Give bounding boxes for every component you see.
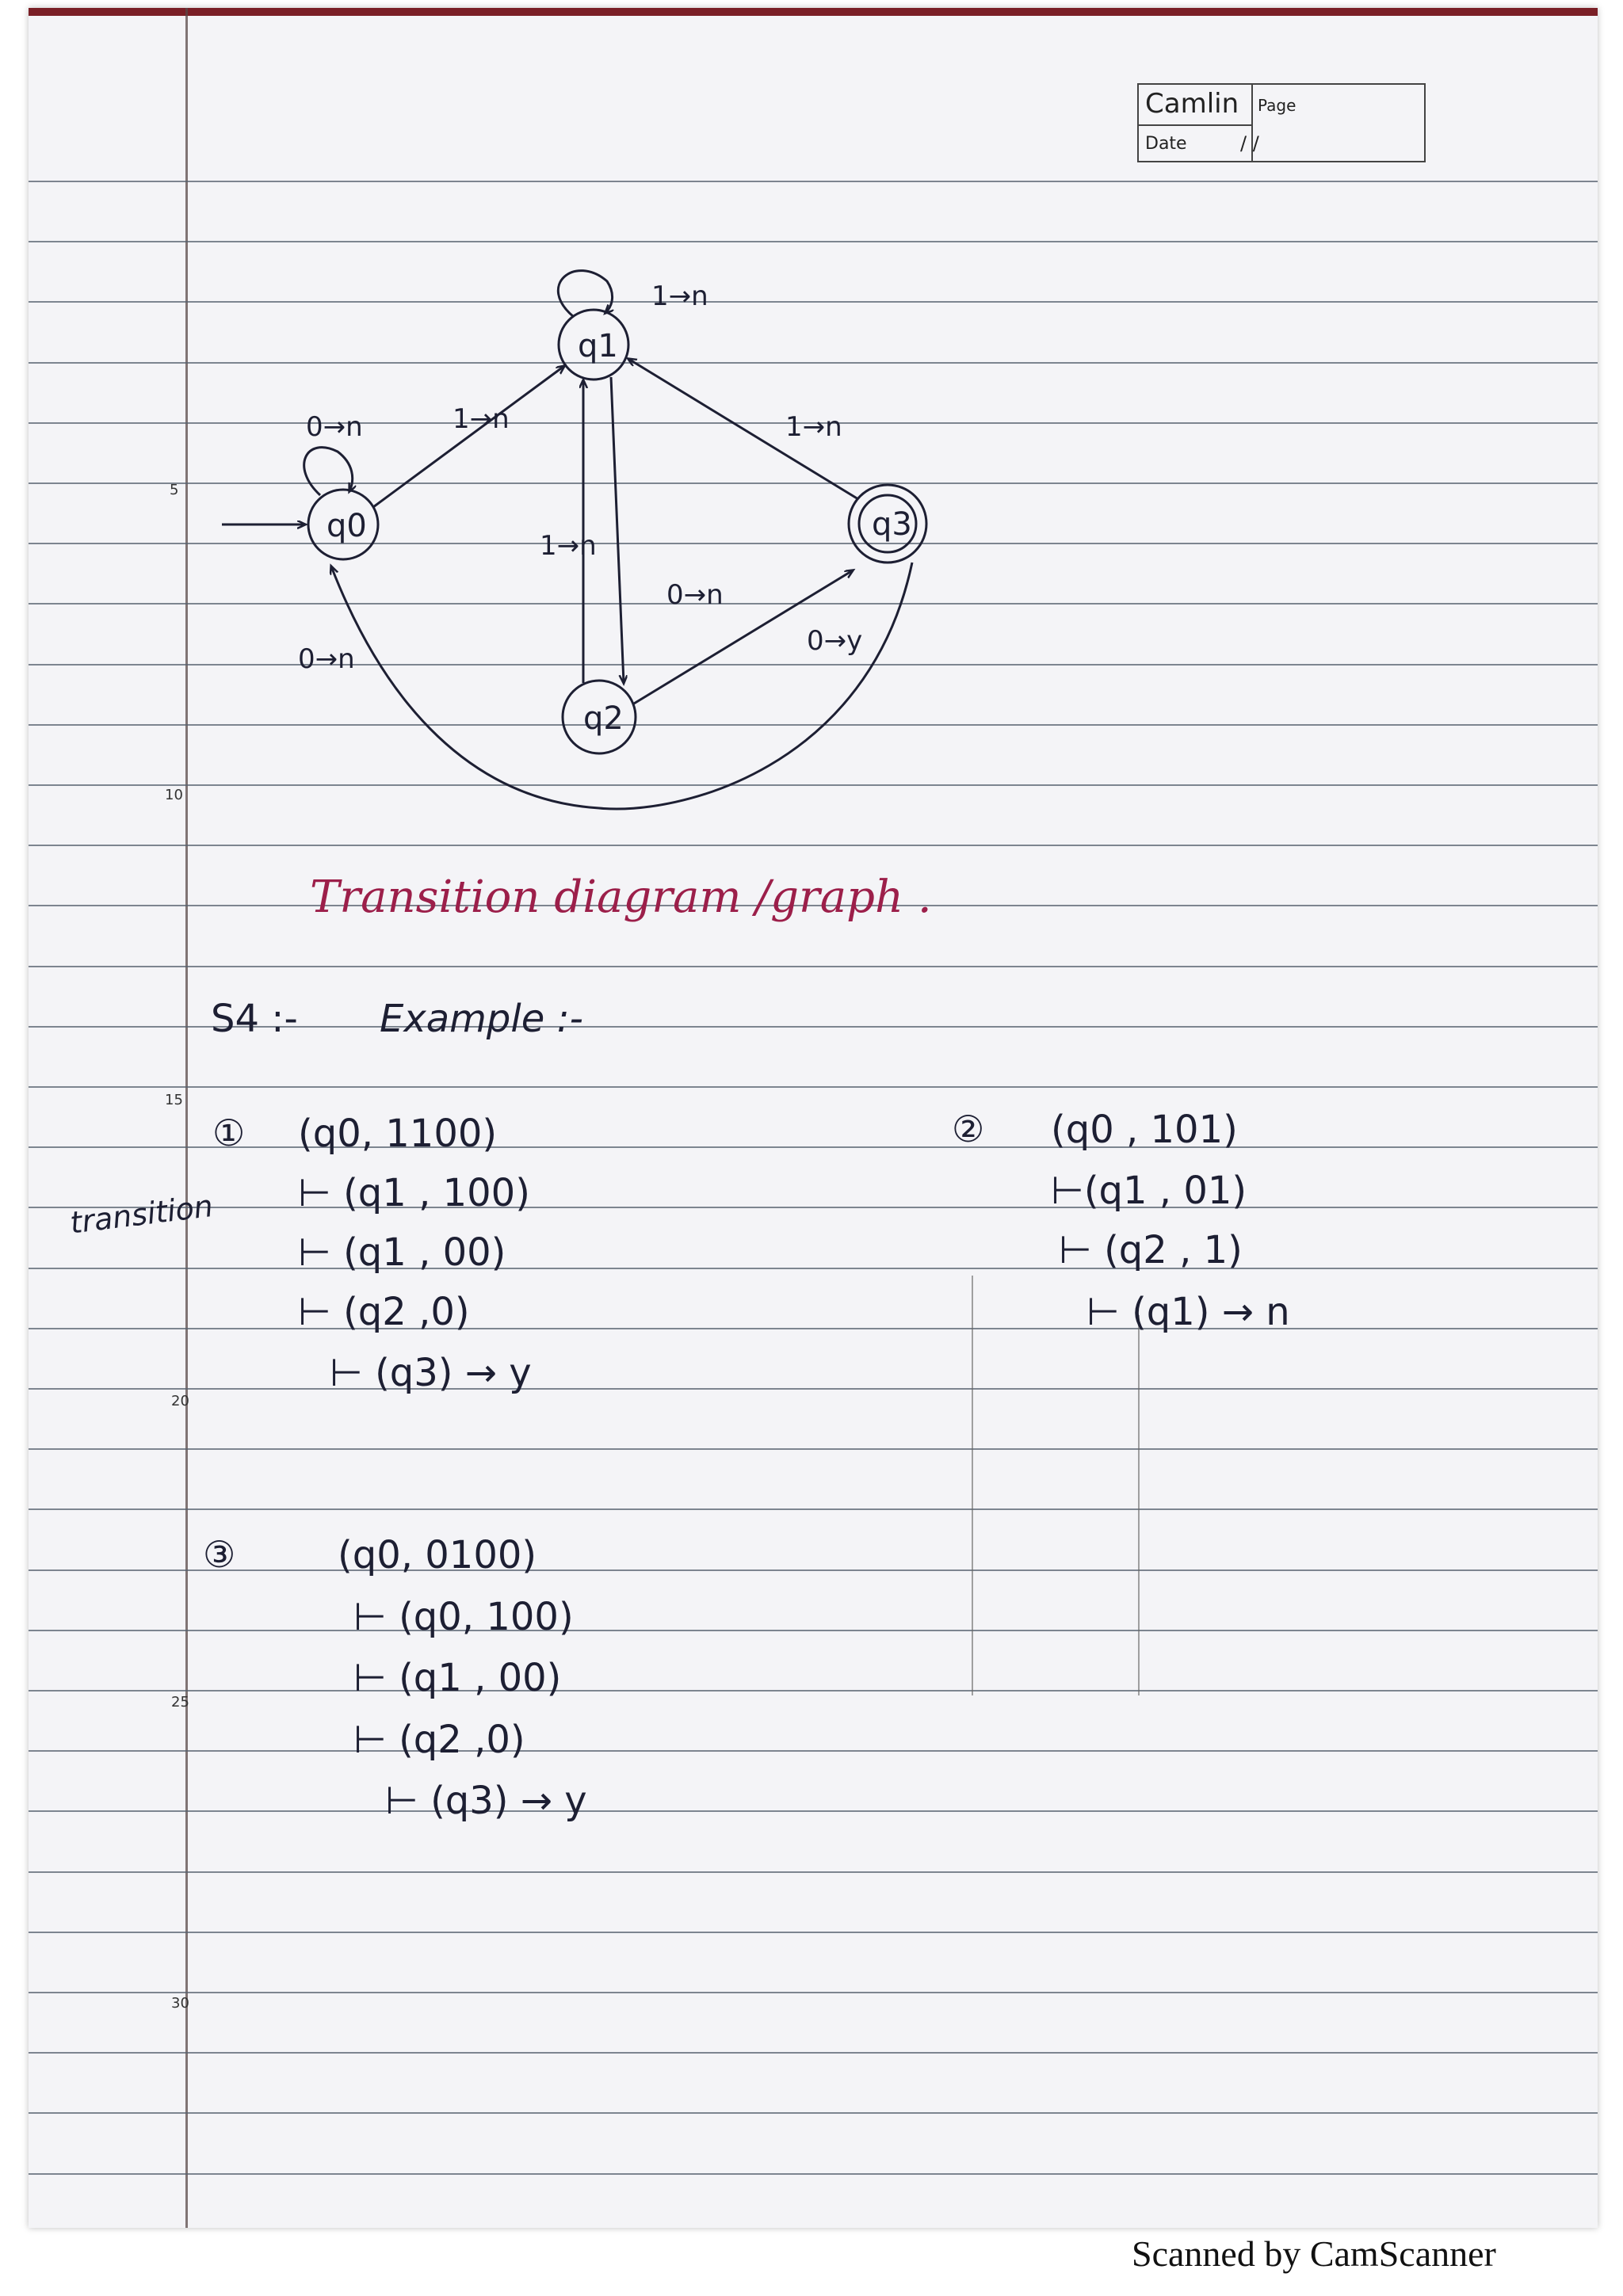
- ruled-line: [29, 1508, 1598, 1510]
- derivation-step: ⊢ (q2 ,0): [353, 1718, 525, 1762]
- edge-q1-q2: [611, 377, 624, 683]
- example-marker: ①: [212, 1112, 246, 1154]
- section-title: Example :-: [380, 997, 583, 1041]
- line-number: 25: [171, 1694, 189, 1711]
- ruled-line: [29, 1268, 1598, 1269]
- derivation-step: ⊢ (q1) → n: [1086, 1290, 1290, 1334]
- derivation-step: (q0, 1100): [298, 1112, 498, 1156]
- derivation-step: (q0 , 101): [1051, 1108, 1238, 1152]
- line-number: 5: [170, 482, 179, 498]
- state-label: q3: [872, 506, 912, 543]
- line-number: 10: [165, 787, 183, 803]
- notebook-page: [29, 8, 1598, 2228]
- page-label: Page: [1258, 96, 1296, 115]
- line-number: 15: [165, 1092, 183, 1108]
- side-note: transition: [68, 1188, 216, 1241]
- ruled-line: [29, 1146, 1598, 1148]
- example-marker: ②: [952, 1108, 985, 1150]
- ruled-line: [29, 1630, 1598, 1631]
- date-label: Date: [1145, 134, 1187, 154]
- ruled-line: [29, 1388, 1598, 1390]
- ruled-line: [29, 1932, 1598, 1933]
- derivation-step: ⊢ (q0, 100): [353, 1595, 574, 1639]
- edge-label: 0→n: [666, 579, 724, 611]
- ruled-line: [29, 1207, 1598, 1208]
- ruled-line: [29, 1448, 1598, 1450]
- brand-logo: Camlin: [1145, 88, 1239, 120]
- table-line: [972, 1276, 973, 1695]
- ruled-line: [29, 1086, 1598, 1088]
- edge-label: 1→n: [453, 403, 510, 435]
- state-label: q1: [578, 328, 618, 364]
- edge-label: 1→n: [785, 411, 842, 443]
- state-label: q2: [583, 700, 624, 737]
- example-marker: ③: [203, 1533, 236, 1576]
- derivation-step: ⊢ (q3) → y: [330, 1351, 532, 1395]
- ruled-line: [29, 1810, 1598, 1812]
- scanner-footer: Scanned by CamScanner: [1132, 2233, 1496, 2274]
- ruled-line: [29, 1992, 1598, 1993]
- ruled-line: [29, 2052, 1598, 2054]
- transition-diagram: [29, 8, 1598, 848]
- derivation-step: ⊢ (q2 ,0): [298, 1290, 470, 1334]
- ruled-line: [29, 1328, 1598, 1329]
- derivation-step: ⊢ (q1 , 00): [353, 1656, 562, 1700]
- ruled-line: [29, 2112, 1598, 2114]
- derivation-step: (q0, 0100): [338, 1533, 537, 1577]
- edge-label: 0→y: [807, 625, 863, 657]
- ruled-line: [29, 1569, 1598, 1571]
- edge-q3-q0: [331, 563, 912, 809]
- derivation-step: ⊢ (q1 , 100): [298, 1171, 530, 1215]
- diagram-caption: Transition diagram /graph .: [310, 871, 932, 923]
- derivation-step: ⊢ (q2 , 1): [1059, 1228, 1243, 1272]
- ruled-line: [29, 1750, 1598, 1752]
- date-value: / /: [1240, 132, 1259, 154]
- table-line: [1138, 1315, 1140, 1695]
- derivation-step: ⊢(q1 , 01): [1051, 1169, 1247, 1213]
- edge-label: 0→n: [298, 643, 355, 675]
- edge-label: 0→n: [306, 411, 363, 443]
- ruled-line: [29, 2173, 1598, 2175]
- ruled-line: [29, 1871, 1598, 1873]
- state-label: q0: [327, 508, 367, 544]
- derivation-step: ⊢ (q1 , 00): [298, 1230, 506, 1275]
- line-number: 20: [171, 1393, 189, 1409]
- ruled-line: [29, 966, 1598, 967]
- edge-label: 1→n: [540, 530, 597, 562]
- edge-label: 1→n: [651, 280, 708, 312]
- edge-q0-q1: [373, 366, 564, 507]
- section-id: S4 :-: [211, 997, 298, 1041]
- line-number: 30: [171, 1995, 189, 2012]
- derivation-step: ⊢ (q3) → y: [385, 1779, 587, 1823]
- ruled-line: [29, 1690, 1598, 1691]
- loop-q0: [304, 448, 353, 495]
